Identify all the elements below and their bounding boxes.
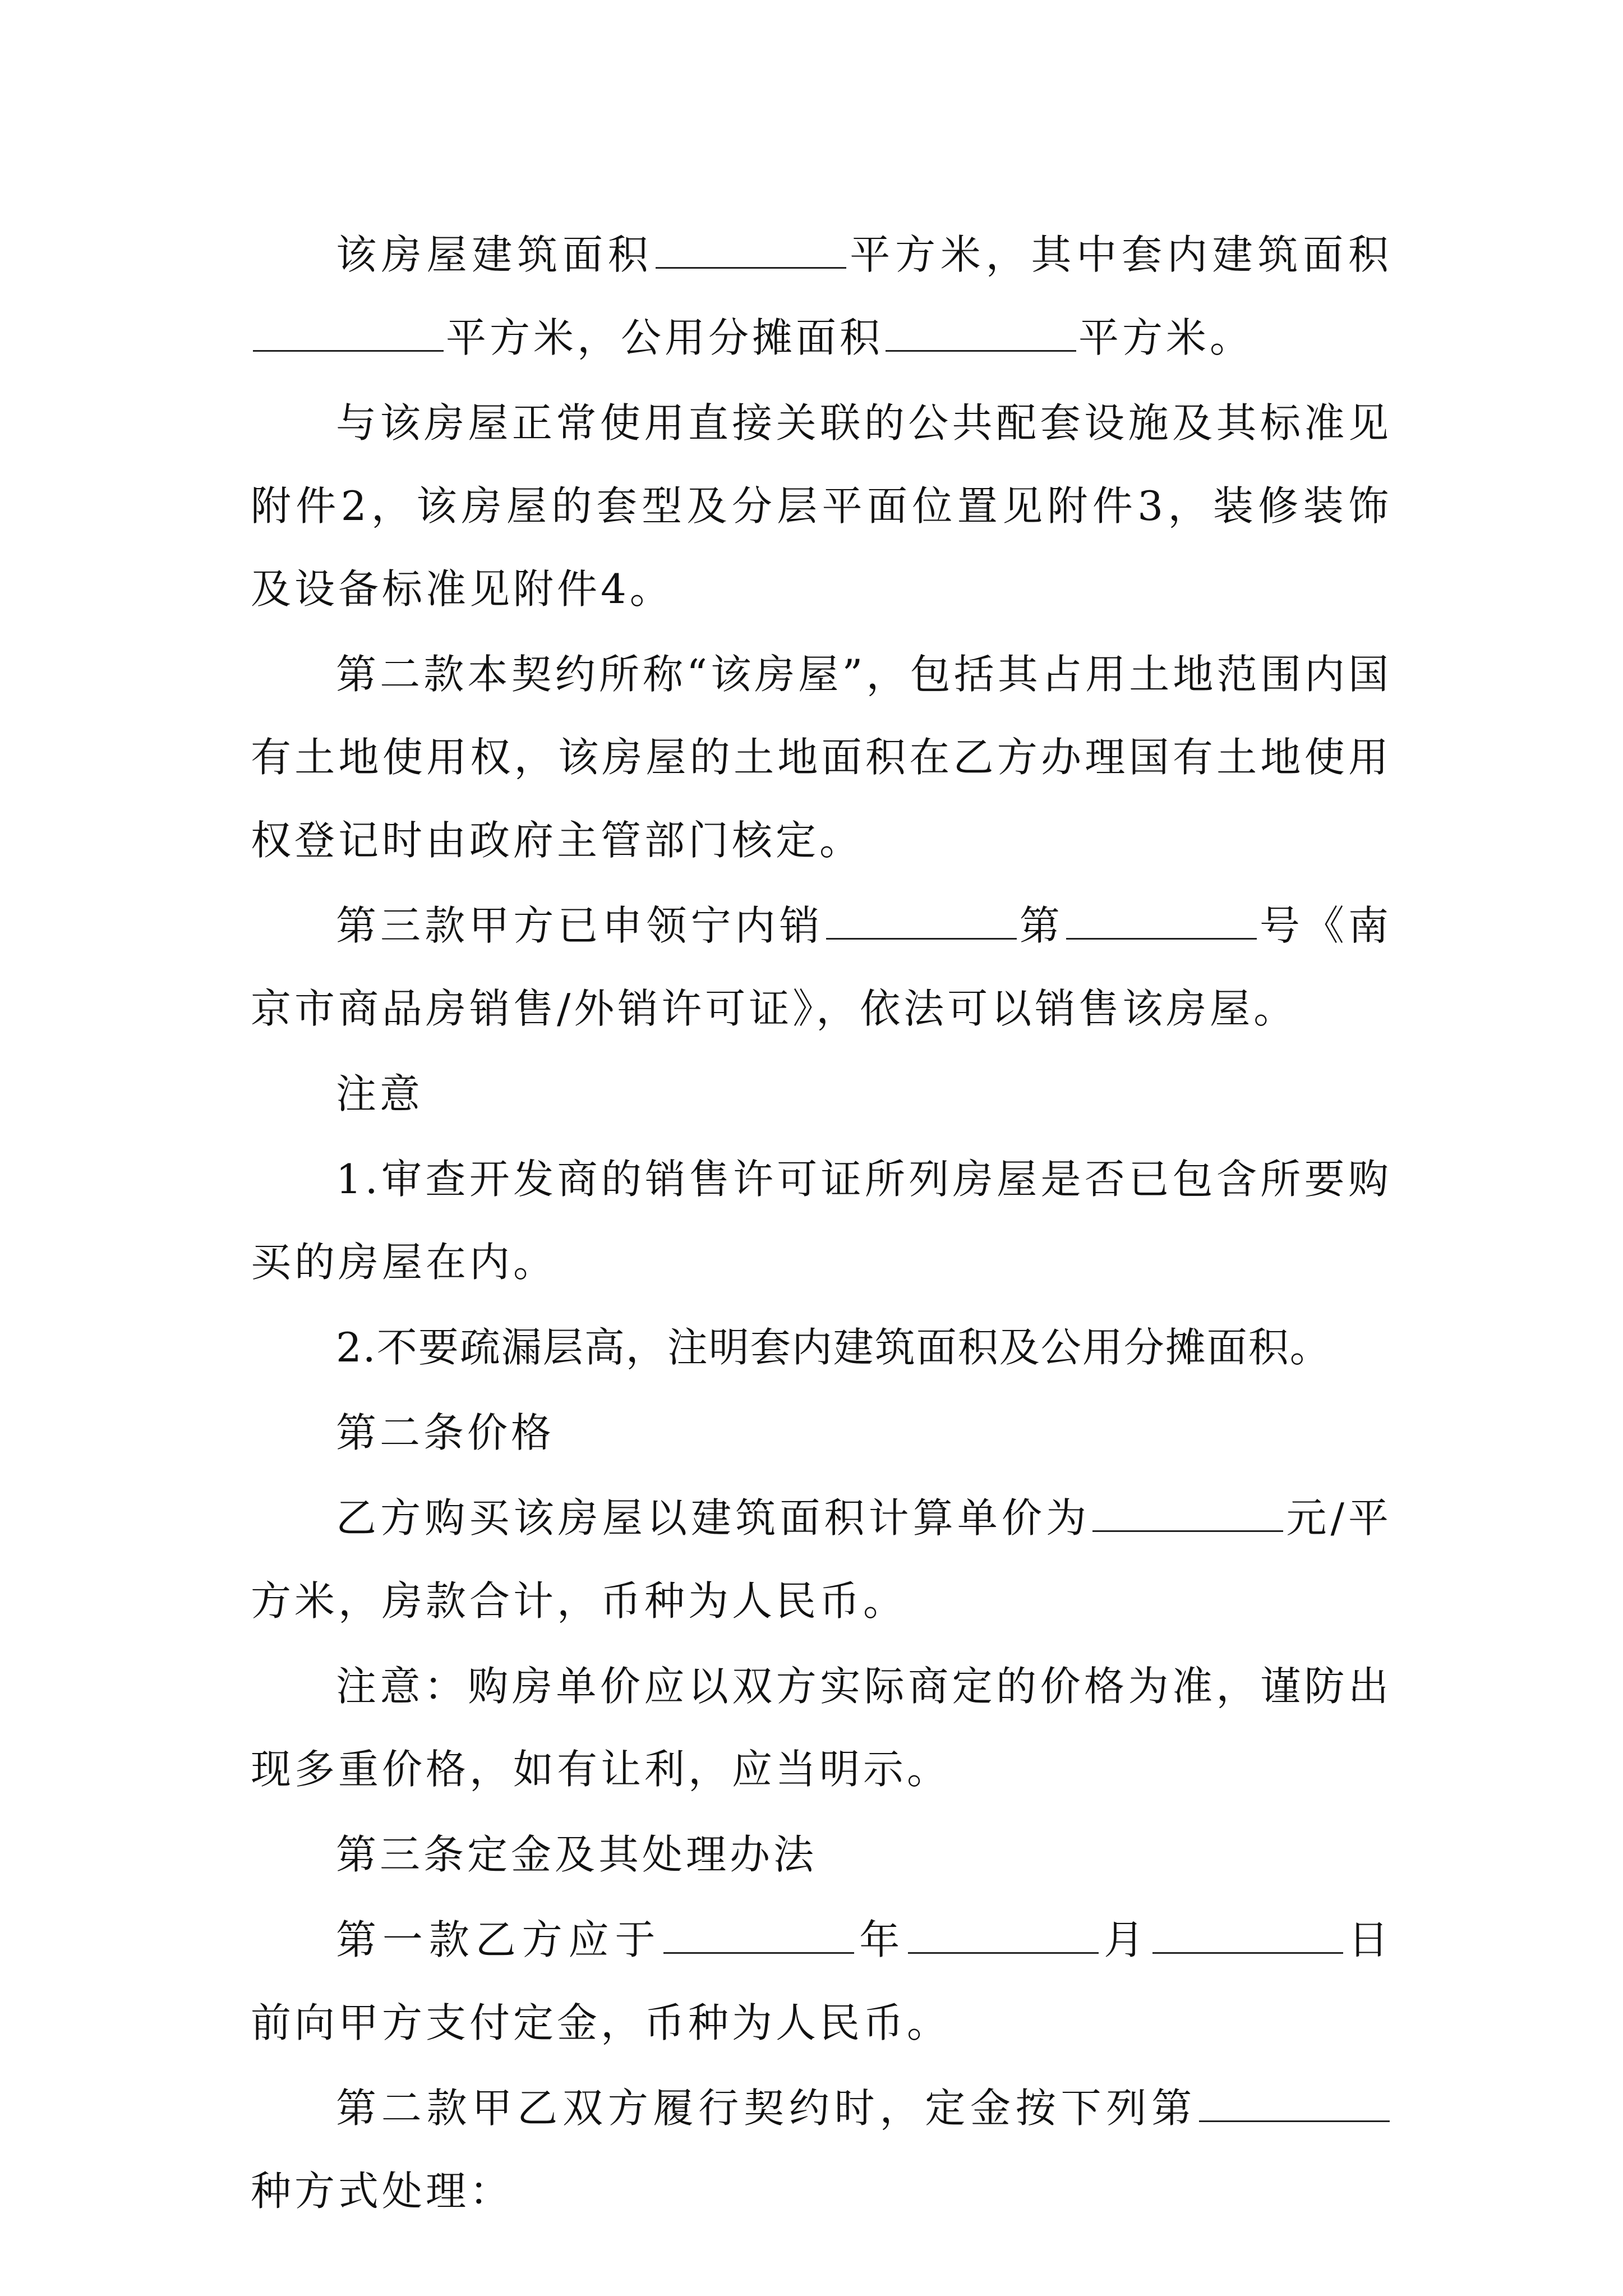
blank-field [886, 316, 1076, 352]
text-segment: 平方米。 [1078, 314, 1254, 361]
text-segment: 种方式处理： [251, 2168, 514, 2215]
paragraph-note-1: 1.审查开发商的销售许可证所列房屋是否已包含所要购买的房屋在内。 [251, 1156, 1392, 1286]
blank-field [253, 316, 444, 352]
paragraph-facilities: 与该房屋正常使用直接关联的公共配套设施及其标准见附件2，该房屋的套型及分层平面位置见附件3，装修装饰及设备标准见附件4。 [251, 399, 1392, 613]
paragraph-clause-3 [251, 884, 1392, 1050]
paragraph-price-note: 注意：购房单价应以双方实际商定的价格为准，谨防出现多重价格，如有让利，应当明示。 [251, 1663, 1392, 1793]
paragraph-price [251, 1476, 1392, 1642]
paragraph-deposit-date [251, 1898, 1392, 2064]
text-segment: 第二款甲乙双方履行契约时，定金按下列第 [336, 2085, 1197, 2132]
text-segment: 号《南京市商品房销售/外销许可证》，依法可以销售该房屋。 [251, 902, 1392, 1032]
text-segment: 平方米，公用分摊面积 [446, 314, 884, 361]
paragraph-clause-2: 第二款本契约所称“该房屋”，包括其占用土地范围内国有土地使用权，该房屋的土地面积在乙方办理国有土地使用权登记时由政府主管部门核定。 [251, 651, 1392, 864]
blank-field [908, 1918, 1099, 1954]
text-segment: 乙方购买该房屋以建筑面积计算单价为 [336, 1494, 1091, 1542]
section-heading-price: 第二条价格 [336, 1409, 555, 1456]
blank-field [1199, 2087, 1390, 2122]
paragraph-deposit-handling [251, 2067, 1392, 2233]
section-heading-deposit: 第三条定金及其处理办法 [336, 1831, 818, 1878]
blank-field [663, 1918, 854, 1954]
text-segment: 元/平方米，房款合计，币种为人民币。 [251, 1494, 1392, 1625]
document-body [251, 213, 1392, 2235]
text-segment: 第一款乙方应于 [336, 1916, 662, 1963]
paragraph-note-2: 2.不要疏漏层高，注明套内建筑面积及公用分摊面积。 [336, 1324, 1331, 1371]
blank-field [1066, 904, 1257, 940]
blank-field [1092, 1497, 1283, 1532]
paragraph-building-area [251, 213, 1392, 379]
text-segment: 该房屋建筑面积 [336, 231, 653, 278]
paragraph-note-heading: 注意 [336, 1070, 424, 1117]
blank-field [826, 904, 1017, 940]
blank-field [656, 233, 846, 269]
text-segment: 日前向甲方支付定金，币种为人民币。 [251, 1916, 1392, 2046]
text-segment: 平方米，其中套内建筑面积 [848, 231, 1392, 278]
text-segment: 第三款甲方已申领宁内销 [336, 902, 824, 949]
blank-field [1152, 1918, 1343, 1954]
text-segment: 第 [1018, 902, 1064, 949]
text-segment: 年 [856, 1916, 906, 1963]
text-segment: 月 [1101, 1916, 1151, 1963]
